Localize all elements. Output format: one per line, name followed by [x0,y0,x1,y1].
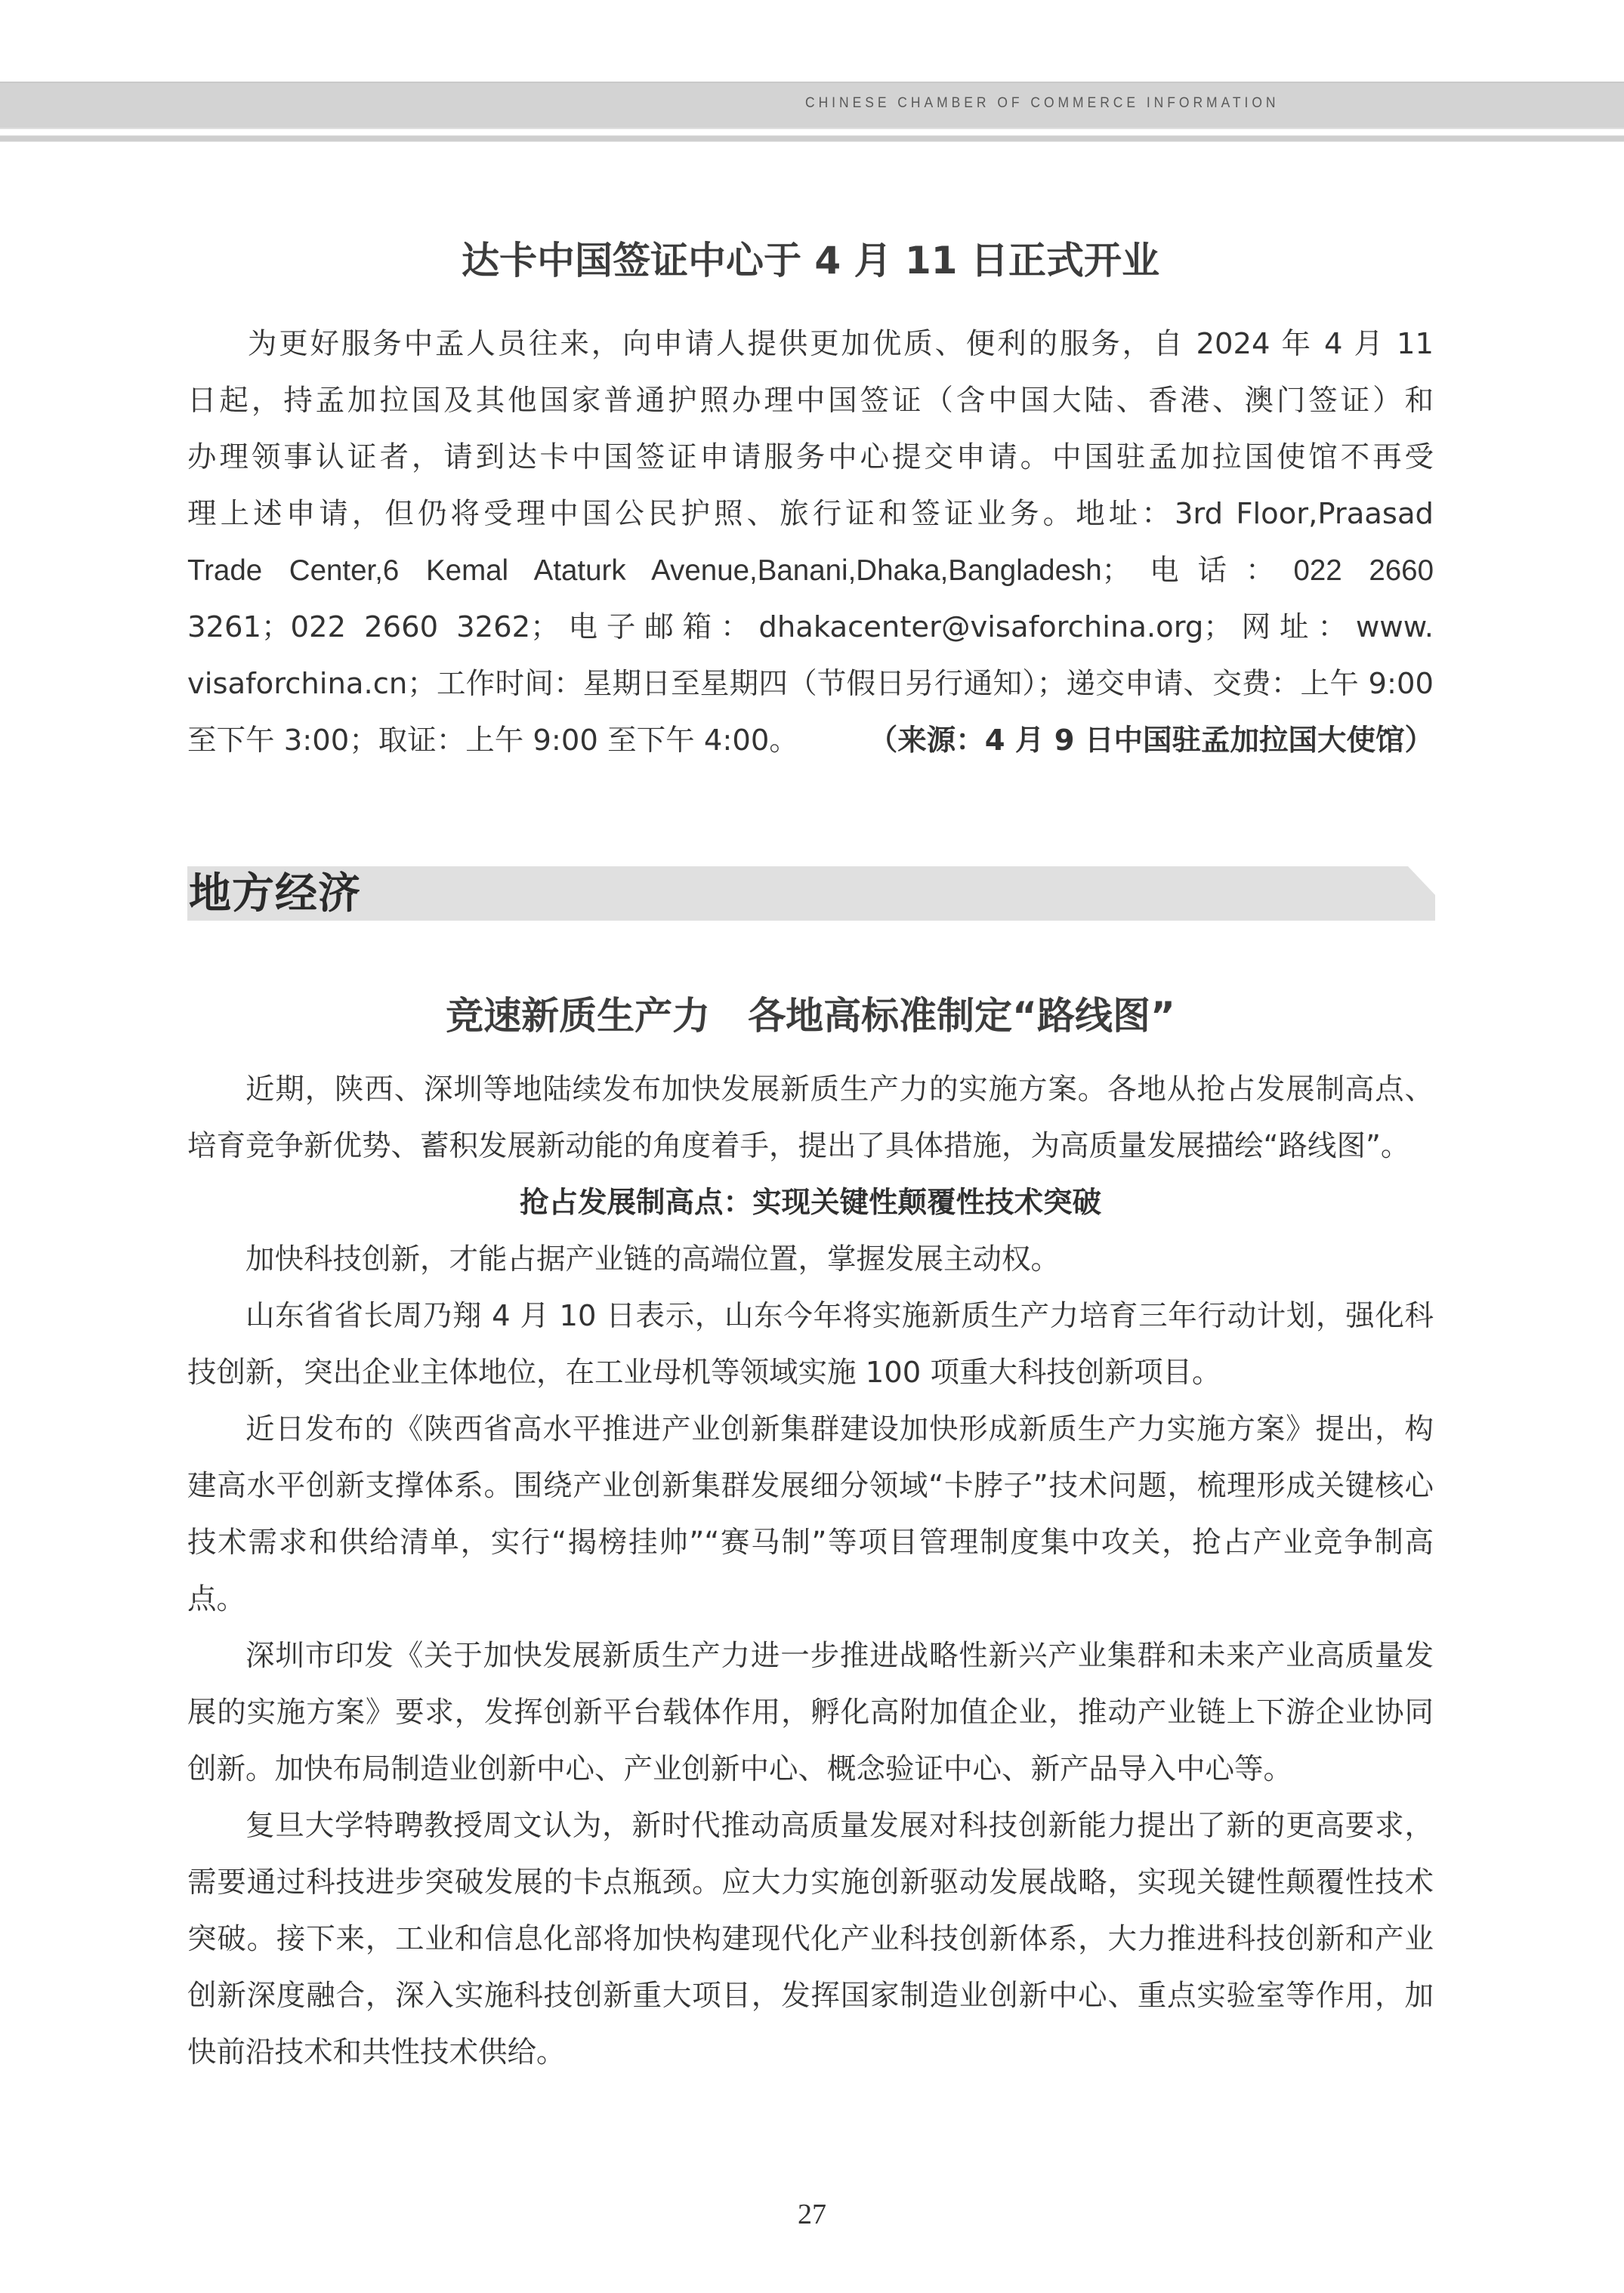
article-paragraph: 加快科技创新，才能占据产业链的高端位置，掌握发展主动权。 [245,1242,1061,1276]
text-line: 理上述申请，但仍将受理中国公民护照、旅行证和签证业务。地址：3rd Floor,Praasad [187,497,1434,531]
subheading: 抢占发展制高点：实现关键性颠覆性技术突破 [519,1186,1101,1220]
article-title: 竞速新质生产力 各地高标准制定“路线图” [446,994,1175,1038]
source-citation: （来源：4 月 9 日中国驻孟加拉国大使馆） [868,724,1434,758]
article-title: 达卡中国签证中心于 4 月 11 日正式开业 [462,239,1159,282]
text-line: Trade Center,6 Kemal Ataturk Avenue,Banani,Dhaka,Bangladesh；电话：022 2660 [187,554,1434,587]
text-line: 至下午 3:00；取证：上午 9:00 至下午 4:00。 [187,724,798,758]
running-header-title: CHINESE CHAMBER OF COMMERCE INFORMATION [805,95,1280,111]
section-title: 地方经济 [189,869,361,918]
article-body [187,1061,1434,2081]
header-rule [0,135,1624,142]
text-line: 3261；022 2660 3262；电子邮箱：dhakacenter@visaforchina.org；网址：www. [187,610,1434,644]
text-line: 日起，持孟加拉国及其他国家普通护照办理中国签证（含中国大陆、香港、澳门签证）和 [187,384,1434,418]
section-heading-bar [187,866,1435,921]
article-paragraph: 深圳市印发《关于加快发展新质生产力进一步推进战略性新兴产业集群和未来产业高质量发展的实施方案》要求，发挥创新平台载体作用，孵化高附加值企业，推动产业链上下游企业协同创新。加快布局制造业创新中心、产业创新中心、概念验证中心、新产品导入中心等。 [187,1639,1434,1786]
text-line: 办理领事认证者，请到达卡中国签证申请服务中心提交申请。中国驻孟加拉国使馆不再受 [187,440,1434,474]
article-paragraph [187,316,1434,372]
page-number: 27 [798,2199,826,2230]
text-line: 为更好服务中孟人员往来，向申请人提供更加优质、便利的服务，自 2024 年 4 月 11 [245,327,1434,361]
article-body [187,316,1434,769]
article-paragraph: 近日发布的《陕西省高水平推进产业创新集群建设加快形成新质生产力实施方案》提出，构建高水平创新支撑体系。围绕产业创新集群发展细分领域“卡脖子”技术问题，梳理形成关键核心技术需求和供给清单，实行“揭榜挂帅”“赛马制”等项目管理制度集中攻关，抢占产业竞争制高点。 [187,1412,1434,1616]
article-last-line [187,712,1434,769]
text-line: visaforchina.cn；工作时间：星期日至星期四（节假日另行通知）；递交申请、交费：上午 9:00 [187,667,1434,701]
article-paragraph: 复旦大学特聘教授周文认为，新时代推动高质量发展对科技创新能力提出了新的更高要求，需要通过科技进步突破发展的卡点瓶颈。应大力实施创新驱动发展战略，实现关键性颠覆性技术突破。接下来，工业和信息化部将加快构建现代化产业科技创新体系，大力推进科技创新和产业创新深度融合，深入实施科技创新重大项目，发挥国家制造业创新中心、重点实验室等作用，加快前沿技术和共性技术供给。 [187,1809,1434,2069]
article-paragraph: 山东省省长周乃翔 4 月 10 日表示，山东今年将实施新质生产力培育三年行动计划，强化科技创新，突出企业主体地位，在工业母机等领域实施 100 项重大科技创新项目。 [187,1299,1434,1390]
intro-paragraph: 近期，陕西、深圳等地陆续发布加快发展新质生产力的实施方案。各地从抢占发展制高点、培育竞争新优势、蓄积发展新动能的角度着手，提出了具体措施，为高质量发展描绘“路线图”。 [187,1072,1434,1163]
